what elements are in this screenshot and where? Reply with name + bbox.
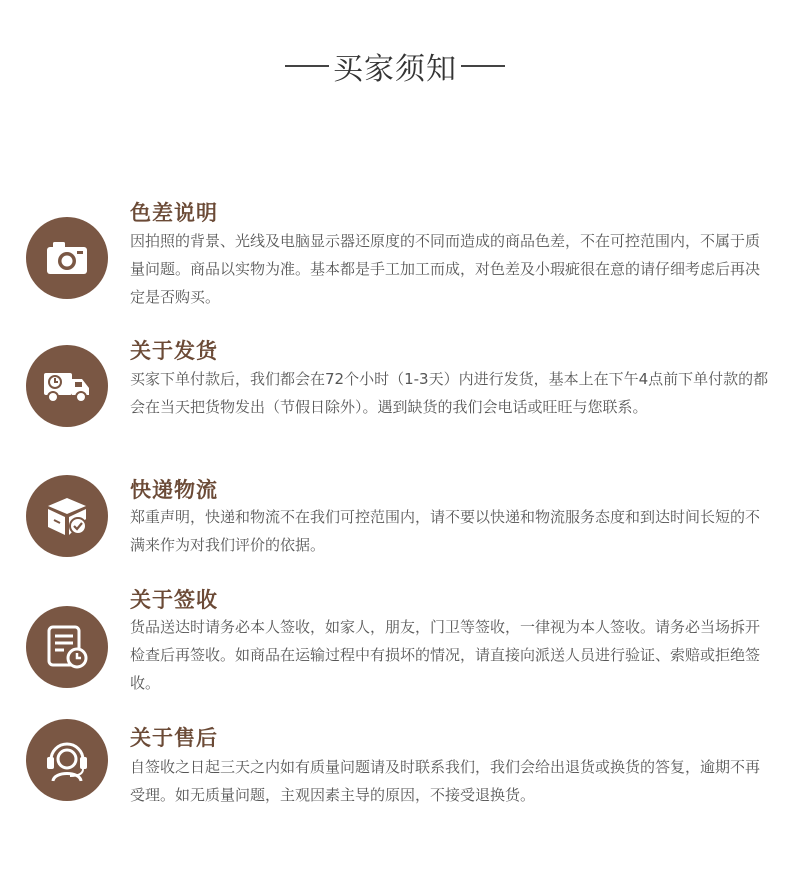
document-clock-icon xyxy=(26,606,108,688)
section-heading: 关于发货 xyxy=(130,339,218,363)
section-body: 货品送达时请务必本人签收，如家人，朋友，门卫等签收，一律视为本人签收。请务必当场拆开检查后再签收。如商品在运输过程中有损坏的情况，请直接向派送人员进行验证、索赔或拒绝签收。 xyxy=(130,618,761,692)
section-body: 郑重声明，快递和物流不在我们可控范围内，请不要以快递和物流服务态度和到达时间长短的不满来作为对我们评价的依据。 xyxy=(130,508,761,554)
page-title: 买家须知 xyxy=(333,52,457,87)
package-check-icon xyxy=(26,475,108,557)
section-body: 自签收之日起三天之内如有质量问题请及时联系我们，我们会给出退货或换货的答复，逾期不再受理。如无质量问题，主观因素主导的原因，不接受退换货。 xyxy=(130,758,761,804)
section-heading: 关于售后 xyxy=(130,726,218,750)
section-heading: 色差说明 xyxy=(130,201,218,225)
page-header xyxy=(0,44,790,88)
title-right-rule xyxy=(461,65,505,67)
title-left-rule xyxy=(285,65,329,67)
section-heading: 快递物流 xyxy=(130,478,218,502)
headset-support-icon xyxy=(26,719,108,801)
camera-icon xyxy=(26,217,108,299)
section-heading: 关于签收 xyxy=(130,588,218,612)
delivery-truck-icon xyxy=(26,345,108,427)
section-body: 买家下单付款后，我们都会在72个小时（1-3天）内进行发货，基本上在下午4点前下单付款的都会在当天把货物发出（节假日除外）。遇到缺货的我们会电话或旺旺与您联系。 xyxy=(130,370,769,416)
section-body: 因拍照的背景、光线及电脑显示器还原度的不同而造成的商品色差，不在可控范围内，不属于质量问题。商品以实物为准。基本都是手工加工而成，对色差及小瑕疵很在意的请仔细考虑后再决定是否购买。 xyxy=(130,232,761,306)
